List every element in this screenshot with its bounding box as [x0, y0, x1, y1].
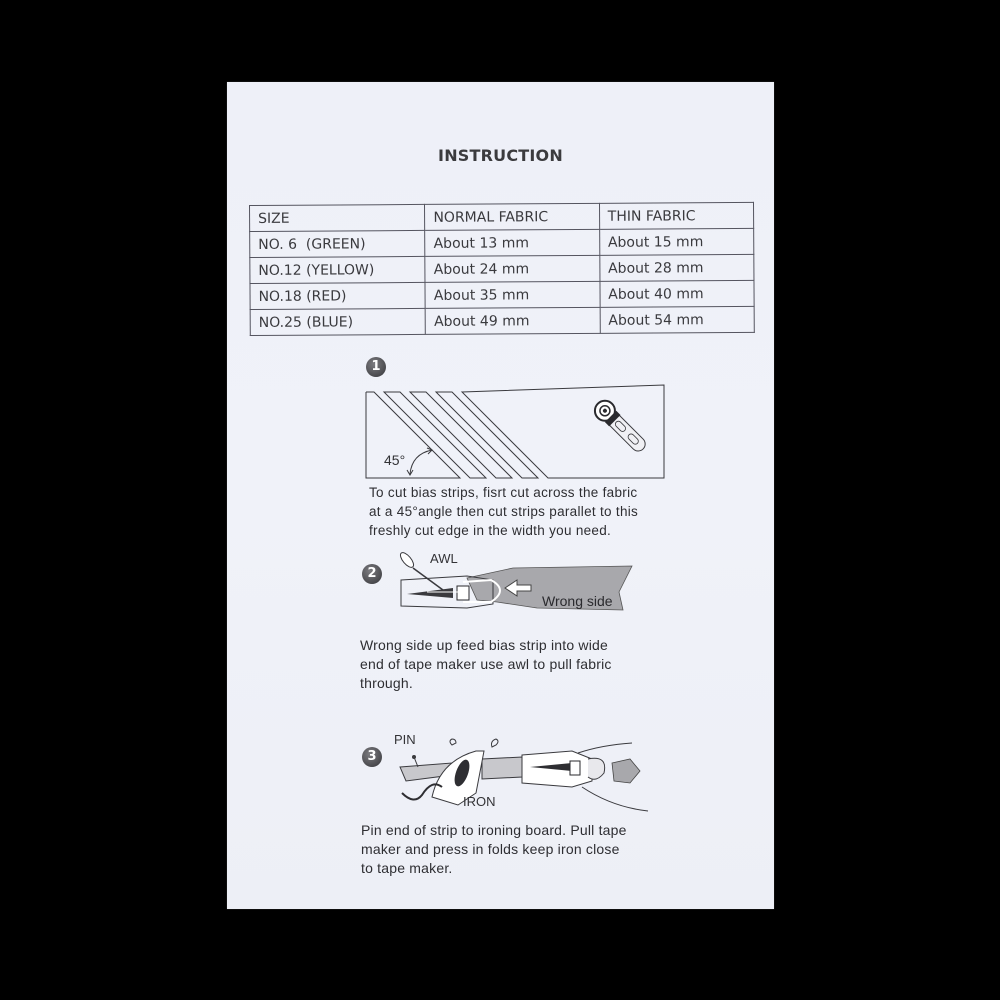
rotary-cutter-icon [591, 397, 650, 456]
size-cell: NO.18 (RED) [250, 282, 425, 309]
size-table [249, 202, 755, 336]
size-cell: NO. 6 (GREEN) [250, 230, 425, 257]
wrong-side-label: Wrong side [542, 593, 613, 609]
table-row [250, 280, 754, 309]
instruction-sheet [227, 82, 774, 909]
thin-fabric-cell: About 28 mm [600, 254, 754, 281]
step-3-badge: 3 [362, 747, 382, 767]
step-2-text: Wrong side up feed bias strip into wide end of tape maker use awl to pull fabric through. [360, 637, 612, 691]
awl-label: AWL [430, 551, 458, 566]
table-row [250, 254, 754, 283]
page-title: INSTRUCTION [438, 146, 563, 165]
normal-fabric-cell: About 24 mm [425, 255, 599, 282]
header-thin-fabric: THIN FABRIC [599, 202, 753, 229]
table-row [250, 228, 754, 257]
step-1-text: To cut bias strips, fisrt cut across the fabric at a 45°angle then cut strips parallet to this freshly cut edge in the width you need. [369, 485, 639, 538]
angle-label: 45° [384, 452, 406, 468]
step-1-badge: 1 [366, 357, 386, 377]
fabric-bias-cut-illustration [364, 382, 667, 480]
header-normal-fabric: NORMAL FABRIC [425, 203, 599, 230]
pin-label: PIN [394, 732, 416, 747]
size-cell: NO.12 (YELLOW) [250, 256, 425, 283]
iron-tape-maker-illustration [392, 737, 652, 817]
normal-fabric-cell: About 35 mm [425, 281, 599, 308]
table-header-row [250, 202, 754, 231]
thin-fabric-cell: About 15 mm [599, 228, 753, 255]
step-2-badge: 2 [362, 564, 382, 584]
table-row [250, 306, 754, 335]
normal-fabric-cell: About 49 mm [425, 307, 599, 334]
normal-fabric-cell: About 13 mm [425, 229, 599, 256]
iron-label: IRON [463, 794, 496, 809]
header-size: SIZE [250, 204, 425, 231]
thin-fabric-cell: About 40 mm [600, 280, 754, 307]
size-cell: NO.25 (BLUE) [250, 308, 425, 335]
step-3-text: Pin end of strip to ironing board. Pull tape maker and press in folds keep iron close to tape maker. [361, 822, 627, 876]
thin-fabric-cell: About 54 mm [600, 306, 754, 333]
hand-icon [578, 743, 648, 811]
